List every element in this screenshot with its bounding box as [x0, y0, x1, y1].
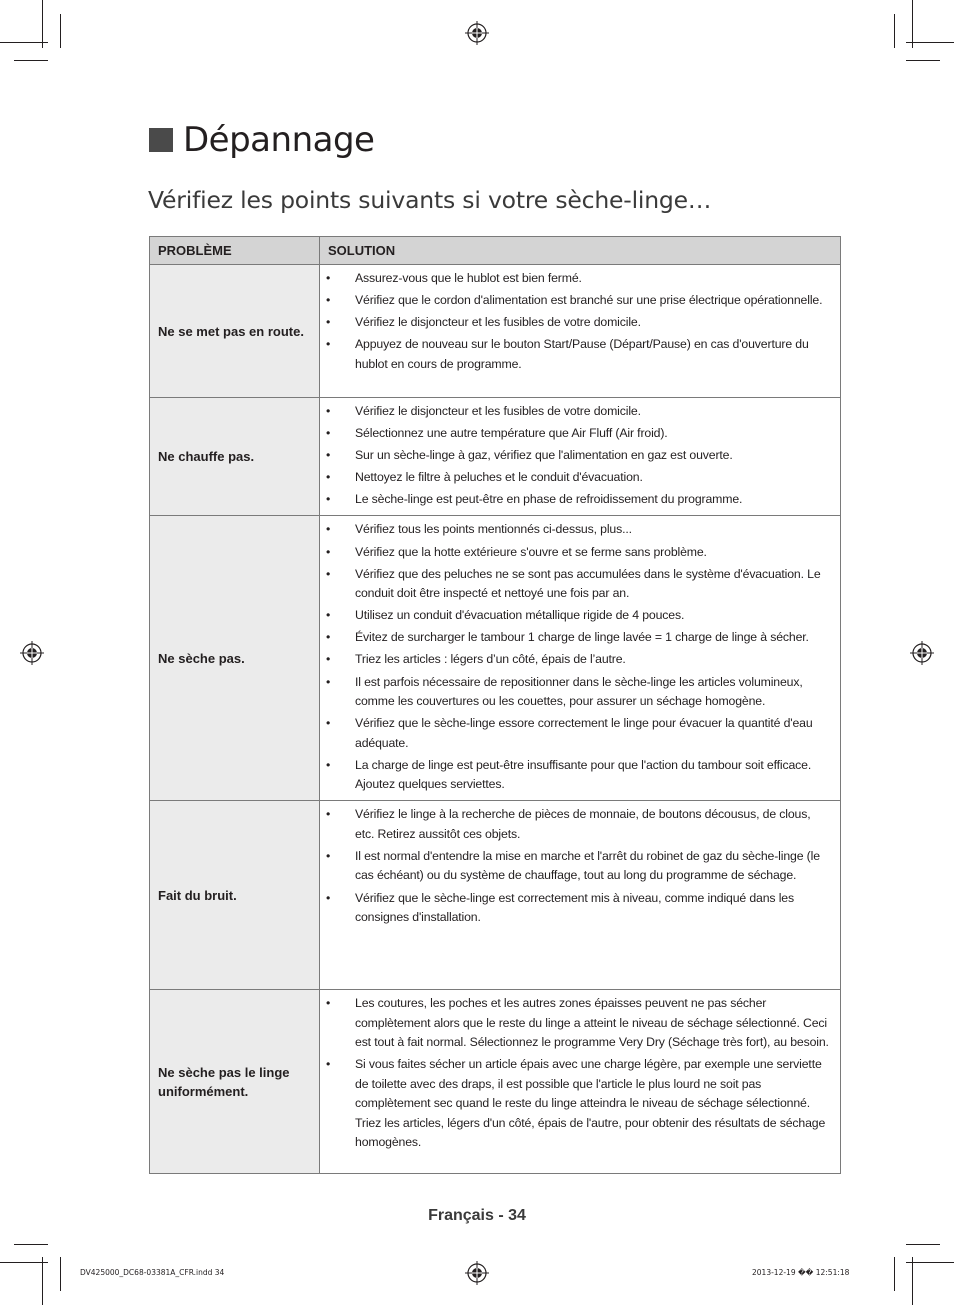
crop-mark: [912, 0, 913, 48]
table-row: [150, 516, 841, 801]
solution-list: [325, 520, 832, 794]
solution-item: • Utilisez un conduit d'évacuation métallique rigide de 4 pouces.: [325, 606, 832, 626]
page-title-text: Dépannage: [183, 120, 375, 160]
problem-cell: Ne se met pas en route.: [150, 265, 320, 398]
problem-cell: Ne sèche pas le linge uniformément.: [150, 990, 320, 1174]
crop-mark: [0, 1262, 48, 1263]
solution-list: [325, 994, 832, 1153]
solution-cell: [320, 990, 841, 1174]
crop-mark: [912, 1257, 913, 1305]
problem-cell: Ne sèche pas.: [150, 516, 320, 801]
table-row: [150, 398, 841, 516]
solution-item: • Vérifiez le disjoncteur et les fusibles de votre domicile.: [325, 402, 832, 422]
print-slug-date: 2013-12-19 �� 12:51:18: [752, 1268, 850, 1277]
solution-list: [325, 805, 832, 927]
table-header-row: [150, 237, 841, 265]
header-problem: PROBLÈME: [150, 237, 320, 265]
solution-item: • Évitez de surcharger le tambour 1 charge de linge lavée = 1 charge de linge à sécher.: [325, 628, 832, 648]
crop-mark: [14, 1244, 48, 1245]
registration-mark-icon: [465, 21, 489, 45]
solution-cell: [320, 516, 841, 801]
solution-item: • Vérifiez que la hotte extérieure s'ouvre et se ferme sans problème.: [325, 543, 832, 563]
solution-item: • Les coutures, les poches et les autres zones épaisses peuvent ne pas sécher complètement alors que le reste du linge a atteint le niveau de séchage sélectionné. Ceci est tout à fait normal. Sélectionnez le programme Very Dry (Séchage très fort), au besoin.: [325, 994, 832, 1053]
solution-item: • La charge de linge est peut-être insuffisante pour que l'action du tambour soit efficace. Ajoutez quelques serviettes.: [325, 756, 832, 795]
crop-mark: [894, 14, 895, 48]
registration-mark-icon: [910, 641, 934, 665]
crop-mark: [906, 60, 940, 61]
solution-item: • Il est parfois nécessaire de repositionner dans le sèche-linge les articles volumineux, comme les couvertures ou les couettes, pour assurer un séchage homogène.: [325, 673, 832, 712]
solution-item: • Il est normal d'entendre la mise en marche et l'arrêt du robinet de gaz du sèche-linge (le cas échéant) ou du système de chauffage, tout au long du programme de séchage.: [325, 847, 832, 886]
crop-mark: [60, 14, 61, 48]
header-solution: SOLUTION: [320, 237, 841, 265]
solution-item: • Si vous faites sécher un article épais avec une charge légère, par exemple une serviette de toilette avec des draps, il est possible que l'article le plus lourd ne soit pas complètement sec quand le reste du linge atteindra le niveau de séchage sélectionné. Triez les articles, légers d'un côté, épais de l'autre, pour obtenir des résultats de séchage homogènes.: [325, 1055, 832, 1153]
solution-cell: [320, 265, 841, 398]
solution-item: • Vérifiez que le sèche-linge essore correctement le linge pour évacuer la quantité d'eau adéquate.: [325, 714, 832, 753]
crop-mark: [60, 1257, 61, 1291]
problem-cell: Fait du bruit.: [150, 801, 320, 990]
solution-item: • Sélectionnez une autre température que Air Fluff (Air froid).: [325, 424, 832, 444]
table-row: [150, 265, 841, 398]
page-title: [149, 118, 374, 162]
title-square-icon: [149, 128, 173, 152]
registration-mark-icon: [465, 1261, 489, 1285]
solution-item: • Vérifiez que des peluches ne se sont pas accumulées dans le système d'évacuation. Le conduit doit être inspecté et nettoyé une fois par an.: [325, 565, 832, 604]
crop-mark: [894, 1257, 895, 1291]
solution-item: • Appuyez de nouveau sur le bouton Start/Pause (Départ/Pause) en cas d'ouverture du hublot en cours de programme.: [325, 335, 832, 374]
crop-mark: [906, 42, 954, 43]
crop-mark: [42, 1257, 43, 1305]
print-slug-file: DV425000_DC68-03381A_CFR.indd 34: [80, 1268, 225, 1277]
crop-mark: [906, 1262, 954, 1263]
solution-list: [325, 269, 832, 374]
solution-item: • Vérifiez que le cordon d'alimentation est branché sur une prise électrique opérationnelle.: [325, 291, 832, 311]
solution-item: • Vérifiez le disjoncteur et les fusibles de votre domicile.: [325, 313, 832, 333]
section-subtitle: Vérifiez les points suivants si votre sèche-linge…: [148, 186, 712, 214]
page-number: Français - 34: [428, 1207, 526, 1224]
solution-cell: [320, 398, 841, 516]
solution-item: • Vérifiez tous les points mentionnés ci-dessus, plus...: [325, 520, 832, 540]
solution-cell: [320, 801, 841, 990]
crop-mark: [906, 1244, 940, 1245]
table-row: [150, 801, 841, 990]
registration-mark-icon: [20, 641, 44, 665]
crop-mark: [42, 0, 43, 48]
crop-mark: [14, 60, 48, 61]
solution-item: • Nettoyez le filtre à peluches et le conduit d'évacuation.: [325, 468, 832, 488]
table-row: [150, 990, 841, 1174]
solution-item: • Triez les articles : légers d’un côté, épais de l’autre.: [325, 650, 832, 670]
troubleshooting-table: [149, 236, 841, 1174]
solution-item: • Assurez-vous que le hublot est bien fermé.: [325, 269, 832, 289]
solution-item: • Sur un sèche-linge à gaz, vérifiez que l'alimentation en gaz est ouverte.: [325, 446, 832, 466]
crop-mark: [0, 42, 48, 43]
solution-list: [325, 402, 832, 510]
problem-cell: Ne chauffe pas.: [150, 398, 320, 516]
solution-item: • Vérifiez que le sèche-linge est correctement mis à niveau, comme indiqué dans les consignes d'installation.: [325, 889, 832, 928]
solution-item: • Vérifiez le linge à la recherche de pièces de monnaie, de boutons décousus, de clous, etc. Retirez aussitôt ces objets.: [325, 805, 832, 844]
solution-item: • Le sèche-linge est peut-être en phase de refroidissement du programme.: [325, 490, 832, 510]
